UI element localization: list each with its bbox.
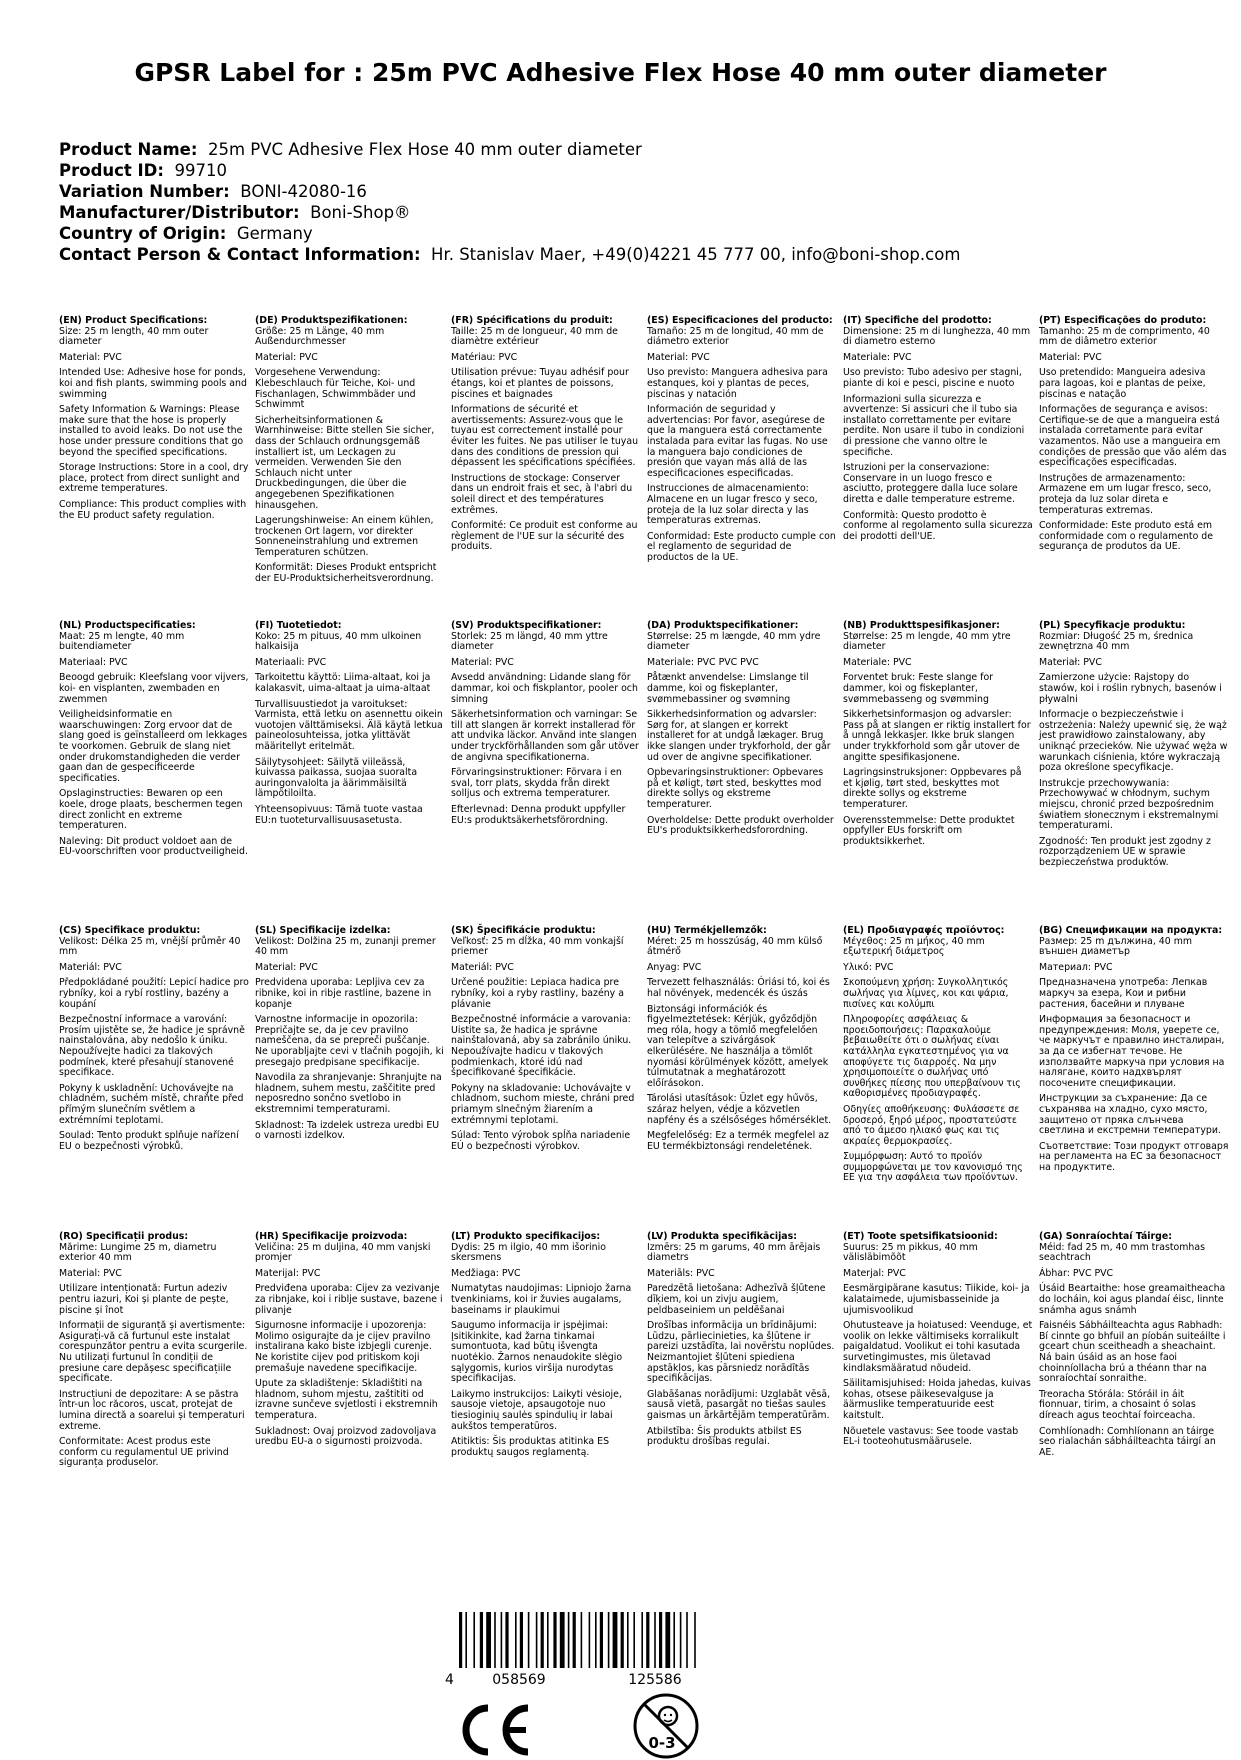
- spec-heading: (CS) Specifikace produktu:: [59, 925, 201, 936]
- spec-paragraph: Materijal: PVC: [255, 1267, 321, 1279]
- spec-heading: (EN) Product Specifications:: [59, 315, 208, 326]
- spec-paragraph: Treoracha Stórála: Stóráil in áit fionnuar, tirim, a chosaint ó solas díreach agus teochtaí foirceacha.: [1039, 1388, 1196, 1421]
- spec-paragraph: Numatytas naudojimas: Lipniojo žarna tvenkiniams, koi ir žuvies augalams, baseinams ir plaukimui: [451, 1283, 632, 1316]
- spec-paragraph: Sicherheitsinformationen & Warnhinweise: Bitte stellen Sie sicher, dass der Schlauch ordnungsgemäß installiert ist, um Leckagen zu vermeiden. Verwenden Sie den Schlauch nicht unter Druckbedingungen, die über die angegebenen Spezifikationen hinausgehen.: [255, 414, 435, 511]
- spec-paragraph: Koko: 25 m pituus, 40 mm ulkoinen halkaisija: [255, 630, 422, 653]
- spec-heading: (DA) Produktspecifikationer:: [647, 620, 799, 631]
- barcode-bar: [686, 1612, 688, 1668]
- spec-paragraph: Material: PVC: [647, 351, 710, 363]
- barcode-bar: [501, 1612, 503, 1668]
- spec-paragraph: Instrucțiuni de depozitare: A se păstra într-un loc răcoros, uscat, protejat de lumina directă a soarelui și temperaturi extreme.: [59, 1388, 245, 1432]
- spec-heading: (LT) Produkto specifikacijos:: [451, 1231, 601, 1242]
- spec-paragraph: Comhlíonadh: Comhlíonann an táirge seo rialachán sábháilteachta táirgí an AE.: [1039, 1425, 1216, 1458]
- info-value: Hr. Stanislav Maer, +49(0)4221 45 777 00, info@boni-shop.com: [431, 245, 961, 264]
- barcode-bar: [573, 1612, 576, 1668]
- spec-heading: (LV) Produkta specifikācijas:: [647, 1231, 797, 1242]
- spec-paragraph: Laikymo instrukcijos: Laikyti vėsioje, sausoje vietoje, apsaugotoje nuo tiesioginių saulės spindulių ir labai aukštos temperatūros.: [451, 1388, 622, 1432]
- spec-paragraph: Tamaño: 25 m de longitud, 40 mm de diámetro exterior: [647, 325, 824, 348]
- info-manufacturer: [59, 202, 960, 223]
- barcode-bar: [659, 1612, 662, 1668]
- spec-paragraph: Dimensione: 25 m di lunghezza, 40 mm di diametro esterno: [843, 325, 1031, 348]
- spec-block: [843, 1232, 1033, 1453]
- spec-paragraph: Navodila za shranjevanje: Shranjujte na hladnem, suhem mestu, zaščitite pred neposredno sončno svetlobo in ekstremnimi temperaturami.: [255, 1072, 442, 1115]
- spec-paragraph: Soulad: Tento produkt splňuje nařízení EU o bezpečnosti výrobků.: [59, 1130, 239, 1152]
- spec-block: [255, 316, 445, 590]
- spec-paragraph: Материал: PVC: [1039, 961, 1113, 973]
- barcode-bar: [694, 1612, 696, 1668]
- barcode-bar: [581, 1612, 583, 1668]
- spec-paragraph: Materiał: PVC: [1039, 656, 1102, 668]
- spec-paragraph: Paredzētā lietošana: Adhezīvā šļūtene dīķiem, koi un zivju augiem, peldbaseiniem un peldēšanai: [647, 1283, 826, 1316]
- spec-paragraph: Uso pretendido: Mangueira adesiva para lagoas, koi e plantas de peixe, piscinas e natação: [1039, 367, 1206, 400]
- barcode-bar: [459, 1612, 462, 1668]
- spec-block: [1039, 1232, 1229, 1463]
- spec-heading: (PT) Especificações do produto:: [1039, 315, 1207, 326]
- spec-heading: (BG) Спецификации на продукта:: [1039, 925, 1223, 936]
- spec-paragraph: Glabāšanas norādījumi: Uzglabāt vēsā, sausā vietā, pasargāt no tiešas saules gaismas un ārkārtējām temperatūrām.: [647, 1388, 831, 1421]
- spec-block: [843, 316, 1033, 547]
- spec-paragraph: Sukladnost: Ovaj proizvod zadovoljava uredbu EU-a o sigurnosti proizvoda.: [255, 1425, 437, 1448]
- spec-paragraph: Material: PVC: [59, 1267, 122, 1279]
- info-contact: [59, 244, 960, 265]
- barcode-bar: [627, 1612, 629, 1668]
- barcode-bar: [621, 1612, 624, 1668]
- spec-heading: (NB) Produkttspesifikasjoner:: [843, 620, 1000, 631]
- spec-paragraph: Overholdelse: Dette produkt overholder EU's produktsikkerhedsforordning.: [647, 814, 834, 837]
- barcode-bar: [547, 1612, 549, 1668]
- barcode-bar: [608, 1612, 610, 1668]
- spec-block: [451, 621, 641, 831]
- spec-paragraph: Skladnost: Ta izdelek ustreza uredbi EU o varnosti izdelkov.: [255, 1119, 440, 1142]
- spec-paragraph: Overensstemmelse: Dette produktet oppfyller EUs forskrift om produktsikkerhet.: [843, 814, 1015, 847]
- barcode-bar: [589, 1612, 591, 1668]
- spec-paragraph: Predviđena uporaba: Cijev za vezivanje za ribnjake, koi i riblje sustave, bazene i plivanje: [255, 1283, 443, 1316]
- spec-paragraph: Tárolási utasítások: Üzlet egy hűvös, száraz helyen, védje a közvetlen napfény és a szélsőséges hőmérséklet.: [647, 1093, 832, 1126]
- barcode-bar: [515, 1612, 517, 1668]
- spec-paragraph: Materjal: PVC: [843, 1267, 906, 1279]
- spec-paragraph: Dydis: 25 m ilgio, 40 mm išorinio skersmens: [451, 1241, 606, 1264]
- spec-paragraph: Material: PVC: [451, 656, 514, 668]
- spec-block: [451, 1232, 641, 1463]
- spec-paragraph: Forventet bruk: Feste slange for dammer, koi og fiskeplanter, svømmebasseng og svømming: [843, 672, 994, 705]
- spec-paragraph: Información de seguridad y advertencias: Por favor, asegúrese de que la manguera está correctamente instalada para evitar las fugas. No use la manguera bajo condiciones de presión que vayan más allá de las especificaciones especificadas.: [647, 404, 828, 479]
- info-country: [59, 223, 960, 244]
- spec-paragraph: Tervezett felhasználás: Óriási tó, koi és hal növények, medencék és úszás: [647, 977, 830, 999]
- spec-paragraph: Upute za skladištenje: Skladištiti na hladnom, suhom mjestu, zaštititi od izravne sunčeve svjetlosti i ekstremnih temperatura.: [255, 1378, 438, 1421]
- barcode-bar: [486, 1612, 491, 1668]
- spec-paragraph: Utilizare intenționată: Furtun adeziv pentru iazuri, Koi și plante de pește, piscine și înot: [59, 1283, 229, 1316]
- spec-block: [647, 621, 837, 842]
- spec-heading: (EL) Προδιαγραφές προϊόντος:: [843, 925, 1005, 936]
- spec-paragraph: Veličina: 25 m duljina, 40 mm vanjski promjer: [255, 1241, 431, 1264]
- spec-paragraph: Beoogd gebruik: Kleefslang voor vijvers, koi- en visplanten, zwembaden en zwemmen: [59, 672, 249, 705]
- spec-block: [255, 926, 445, 1147]
- spec-block: [647, 316, 837, 568]
- spec-paragraph: Tamanho: 25 m de comprimento, 40 mm de diâmetro exterior: [1039, 325, 1210, 348]
- spec-paragraph: Material: PVC: [255, 351, 318, 363]
- spec-paragraph: Velikost: Délka 25 m, vnější průměr 40 mm: [59, 935, 241, 958]
- product-info: [59, 139, 960, 265]
- spec-paragraph: Materiaali: PVC: [255, 656, 327, 668]
- spec-paragraph: Предназначена употреба: Лепкав маркуч за езера, Кои и рибни растения, басейни и плуване: [1039, 977, 1208, 1010]
- spec-paragraph: Informacje o bezpieczeństwie i ostrzeżenia: Należy upewnić się, że wąż jest prawidłowo zainstalowany, aby uniknąć przecieków. Nie używać węża w warunkach ciśnienia, które wykraczają poza określone specyfikacje.: [1039, 709, 1228, 774]
- barcode-bar: [465, 1612, 467, 1668]
- spec-paragraph: Lagringsinstruksjoner: Oppbevares på et kjølig, tørt sted, beskyttes mot direkte sollys og ekstreme temperaturer.: [843, 767, 1022, 810]
- spec-paragraph: Информация за безопасност и предупреждения: Моля, уверете се, че маркучът е правилно инсталиран, за да се избегнат течове. Не използвайте маркуча при условия на налягане, които надхвърлят посочените спецификации.: [1039, 1014, 1225, 1089]
- info-label: Variation Number:: [59, 182, 230, 201]
- spec-paragraph: Pokyny k uskladnění: Uchovávejte na chladném, suchém místě, chraňte před přímým slunečním světlem a extrémními teplotami.: [59, 1082, 244, 1126]
- spec-block: [59, 621, 249, 863]
- barcode-bar: [613, 1612, 618, 1668]
- spec-paragraph: Safety Information & Warnings: Please make sure that the hose is properly installed to avoid leaks. Do not use the hose under pressure conditions that go beyond the specified specifications.: [59, 404, 244, 458]
- spec-paragraph: Materiale: PVC PVC PVC: [647, 656, 759, 668]
- spec-paragraph: Opslaginstructies: Bewaren op een koele, droge plaats, beschermen tegen direct zonlicht en extreme temperaturen.: [59, 788, 243, 832]
- spec-paragraph: Conformidade: Este produto está em conformidade com o regulamento de segurança de produtos da UE.: [1039, 520, 1214, 553]
- age-warning-label: 0-3: [648, 1734, 676, 1752]
- barcode-bar: [568, 1612, 570, 1668]
- spec-paragraph: Storlek: 25 m längd, 40 mm yttre diameter: [451, 630, 608, 653]
- spec-paragraph: Informazioni sulla sicurezza e avvertenze: Si assicuri che il tubo sia installato correttamente per evitare perdite. Non usare il tubo in condizioni di pressione che vanno oltre le specifiche.: [843, 393, 1025, 458]
- barcode-bar: [536, 1612, 538, 1668]
- spec-paragraph: Mărime: Lungime 25 m, diametru exterior 40 mm: [59, 1241, 217, 1264]
- spec-paragraph: Taille: 25 m de longueur, 40 mm de diamètre extérieur: [451, 325, 618, 348]
- spec-heading: (DE) Produktspezifikationen:: [255, 315, 408, 326]
- spec-block: [1039, 926, 1229, 1178]
- spec-paragraph: Saugumo informacija ir įspėjimai: Įsitikinkite, kad žarna tinkamai sumontuota, kad būtų išvengta nuotėkio. Žarnos nenaudokite slėgio sąlygomis, kurios viršija nurodytas specifikacijas.: [451, 1320, 623, 1385]
- spec-paragraph: Material: PVC: [255, 961, 318, 973]
- spec-paragraph: Conformidad: Este producto cumple con el reglamento de seguridad de productos de la UE.: [647, 530, 836, 563]
- info-value: Germany: [236, 224, 313, 243]
- barcode-bar: [680, 1612, 682, 1668]
- spec-paragraph: Turvallisuustiedot ja varoitukset: Varmista, että letku on asennettu oikein vuotojen välttämiseksi. Älä käytä letkua paineolosuhteissa, jotka ylittävät määritellyt eritelmät.: [255, 698, 443, 752]
- spec-block: [1039, 316, 1229, 558]
- spec-block: [59, 316, 249, 526]
- spec-paragraph: Instrukcje przechowywania: Przechowywać w chłodnym, suchym miejscu, chronić przed bezpośrednim światłem słonecznym i ekstremalnymi temperaturami.: [1039, 777, 1219, 832]
- spec-block: [647, 926, 837, 1157]
- info-label: Product Name:: [59, 140, 198, 159]
- spec-paragraph: Megfelelőség: Ez a termék megfelel az EU termékbiztonsági rendeletének.: [647, 1130, 829, 1152]
- spec-paragraph: Materiale: PVC: [843, 656, 912, 668]
- barcode-bar: [494, 1612, 496, 1668]
- barcode-bar: [480, 1612, 483, 1668]
- spec-paragraph: Varnostne informacije in opozorila: Prepričajte se, da je cev pravilno nameščena, da se prepreči puščanje. Ne uporabljajte cevi v tlačnih pogojih, ki presegajo predpisane specifikacije.: [255, 1014, 444, 1068]
- spec-paragraph: Säilitamisjuhised: Hoida jahedas, kuivas kohas, otsese päikesevalguse ja äärmuslike temperatuuride eest kaitstult.: [843, 1378, 1031, 1421]
- spec-paragraph: Påtænkt anvendelse: Limslange til damme, koi og fiskeplanter, svømmebassiner og svømning: [647, 672, 809, 705]
- spec-paragraph: Zamierzone użycie: Rajstopy do stawów, koi i roślin rybnych, basenów i pływalni: [1039, 672, 1222, 705]
- spec-paragraph: Vorgesehene Verwendung: Klebeschlauch für Teiche, Koi- und Fischanlagen, Schwimmbäder und Schwimmt: [255, 367, 416, 411]
- spec-paragraph: Bezpečnostní informace a varování: Prosím ujistěte se, že hadice je správně nainstalována, aby nedošlo k úniku. Nepoužívejte hadici za tlakových podmínek, které přesahují stanovené specifikace.: [59, 1014, 245, 1079]
- spec-heading: (RO) Specificații produs:: [59, 1231, 189, 1242]
- spec-paragraph: Инструкции за съхранение: Да се съхранява на хладно, сухо място, защитено от пряка слънчева светлина и екстремни температури.: [1039, 1093, 1221, 1137]
- barcode-bar: [600, 1612, 603, 1668]
- spec-paragraph: Avsedd användning: Lidande slang för dammar, koi och fiskplantor, pooler och simning: [451, 672, 638, 705]
- spec-paragraph: Předpokládané použití: Lepicí hadice pro rybníky, koi a rybí rostliny, bazény a koupání: [59, 977, 249, 1010]
- spec-block: [843, 621, 1033, 852]
- spec-paragraph: Uso previsto: Manguera adhesiva para estanques, koi y plantas de peces, piscinas y natación: [647, 367, 828, 400]
- spec-paragraph: Méret: 25 m hosszúság, 40 mm külső átmérő: [647, 935, 823, 958]
- spec-heading: (HR) Specifikacije proizvoda:: [255, 1231, 408, 1242]
- spec-heading: (SK) Špecifikácie produktu:: [451, 925, 596, 936]
- spec-block: [59, 1232, 249, 1474]
- spec-paragraph: Nõuetele vastavus: See toode vastab EL-i tooteohutusmäärusele.: [843, 1425, 1019, 1448]
- barcode-bar: [553, 1612, 556, 1668]
- spec-paragraph: Størrelse: 25 m lengde, 40 mm ytre diameter: [843, 630, 1011, 653]
- spec-paragraph: Predvidena uporaba: Lepljiva cev za ribnike, koi in ribje rastline, bazene in kopanje: [255, 977, 432, 1010]
- spec-paragraph: Größe: 25 m Länge, 40 mm Außendurchmesser: [255, 325, 385, 348]
- spec-heading: (IT) Specifiche del prodotto:: [843, 315, 992, 326]
- barcode-bar: [646, 1612, 649, 1668]
- spec-paragraph: Størrelse: 25 m længde, 40 mm ydre diameter: [647, 630, 821, 653]
- spec-paragraph: Conformitate: Acest produs este conform cu regulamentul UE privind siguranța produselor.: [59, 1436, 229, 1469]
- age-warning-icon: [632, 1692, 700, 1760]
- spec-paragraph: Συμμόρφωση: Αυτό το προϊόν συμμορφώνεται με τον κανονισμό της ΕΕ για την ασφάλεια των προϊόντων.: [843, 1151, 1023, 1184]
- spec-paragraph: Σκοπούμενη χρήση: Συγκολλητικός σωλήνας για λίμνες, κοι και ψάρια, πισίνες και κολύμπι: [843, 977, 1009, 1010]
- spec-block: [843, 926, 1033, 1189]
- spec-paragraph: Materiaal: PVC: [59, 656, 128, 668]
- spec-paragraph: Conformité: Ce produit est conforme au règlement de l'UE sur la sécurité des produits.: [451, 520, 638, 553]
- spec-paragraph: Material: PVC: [59, 351, 122, 363]
- spec-paragraph: Storage Instructions: Store in a cool, dry place, protect from direct sunlight and extreme temperatures.: [59, 462, 249, 495]
- spec-paragraph: Materiál: PVC: [59, 961, 122, 973]
- spec-paragraph: Materiale: PVC: [843, 351, 912, 363]
- info-product-name: [59, 139, 960, 160]
- spec-paragraph: Méid: fad 25 m, 40 mm trastomhas seachtrach: [1039, 1241, 1205, 1264]
- info-variation-number: [59, 181, 960, 202]
- spec-paragraph: Matériau: PVC: [451, 351, 518, 363]
- barcode-bar: [673, 1612, 675, 1668]
- spec-paragraph: Anyag: PVC: [647, 961, 702, 973]
- spec-paragraph: Размер: 25 m дължина, 40 mm външен диаметър: [1039, 935, 1192, 958]
- spec-paragraph: Informații de siguranță și avertismente: Asigurați-vă că furtunul este instalat corespunzător pentru a evita scurgerile. Nu utilizați furtunul în condiții de presiune care depășesc specificațiile specificate.: [59, 1320, 248, 1385]
- spec-paragraph: Atitiktis: Šis produktas atitinka ES produktų saugos reglamentą.: [451, 1436, 610, 1458]
- barcode-bars: [459, 1612, 696, 1668]
- info-value: BONI-42080-16: [240, 182, 367, 201]
- spec-paragraph: Πληροφορίες ασφάλειας & προειδοποιήσεις: Παρακαλούμε βεβαιωθείτε ότι ο σωλήνας είναι κατάλληλα εγκατεστημένος για να αποφύγετε τις διαρροές. Να μην χρησιμοποιείτε ο σωλήνας υπό συνθήκες πίεσης που υπερβαίνουν τις καθορισμένες προδιαγραφές.: [843, 1014, 1021, 1100]
- barcode: [437, 1610, 737, 1690]
- spec-paragraph: Istruzioni per la conservazione: Conservare in un luogo fresco e asciutto, proteggere dalla luce solare diretta e dalle temperature estreme.: [843, 462, 1018, 505]
- barcode-bar: [595, 1612, 597, 1668]
- page-title: GPSR Label for : 25m PVC Adhesive Flex Hose 40 mm outer diameter: [134, 58, 1107, 87]
- spec-paragraph: Rozmiar: Długość 25 m, średnica zewnętrzna 40 mm: [1039, 630, 1194, 653]
- spec-paragraph: Pokyny na skladovanie: Uchovávajte v chladnom, suchom mieste, chráni pred priamym slnečným žiarením a extrémnymi teplotami.: [451, 1082, 635, 1126]
- spec-paragraph: Veiligheidsinformatie en waarschuwingen: Zorg ervoor dat de slang goed is geïnstalleerd om lekkages te voorkomen. Gebruik de slang niet onder drukomstandigheden die verder gaan dan de gespecificeerde specificaties.: [59, 709, 248, 784]
- info-value: 99710: [174, 161, 227, 180]
- barcode-bar: [541, 1612, 544, 1668]
- spec-paragraph: Opbevaringsinstruktioner: Opbevares på et køligt, tørt sted, beskyttes mod direkte sollys og ekstreme temperaturer.: [647, 767, 824, 810]
- spec-paragraph: Intended Use: Adhesive hose for ponds, koi and fish plants, swimming pools and swimming: [59, 367, 247, 400]
- barcode-bar: [473, 1612, 475, 1668]
- spec-paragraph: Naleving: Dit product voldoet aan de EU-voorschriften voor productveiligheid.: [59, 835, 248, 858]
- spec-paragraph: Material: PVC: [1039, 351, 1102, 363]
- ce-mark: [454, 1702, 534, 1758]
- spec-paragraph: Eesmärgipärane kasutus: Tiikide, koi- ja kalataimede, ujumisbasseinide ja ujumisvoolikud: [843, 1283, 1030, 1316]
- info-label: Contact Person & Contact Information:: [59, 245, 421, 264]
- info-value: Boni-Shop®: [310, 203, 411, 222]
- barcode-bar: [505, 1612, 508, 1668]
- spec-paragraph: Μέγεθος: 25 m μήκος, 40 mm εξωτερική διάμετρος: [843, 935, 985, 958]
- spec-paragraph: Faisnéis Sábháilteachta agus Rabhadh: Bí cinnte go bhfuil an píobán suiteáilte i gceart chun sceitheadh a sheachaint. Ná bain úsáid as an hose faoi choinníollacha brú a théann thar na sonraíochtaí sonraithe.: [1039, 1320, 1226, 1385]
- spec-paragraph: Zgodność: Ten produkt jest zgodny z rozporządzeniem UE w sprawie bezpieczeństwa produktów.: [1039, 835, 1211, 868]
- info-label: Product ID:: [59, 161, 164, 180]
- spec-heading: (GA) Sonraíochtaí Táirge:: [1039, 1231, 1172, 1242]
- spec-paragraph: Uso previsto: Tubo adesivo per stagni, piante di koi e pesci, piscine e nuoto: [843, 367, 1022, 389]
- spec-paragraph: Drošības informācija un brīdinājumi: Lūdzu, pārliecinieties, ka šļūtene ir pareizi uzstādīta, lai novērstu noplūdes. Neizmantojiet šļūteni spiediena apstākļos, kas pārsniedz norādītās specifikācijas.: [647, 1320, 835, 1385]
- spec-paragraph: Tarkoitettu käyttö: Liima-altaat, koi ja kalakasvit, uima-altaat ja uima-altaat: [255, 672, 431, 694]
- spec-heading: (SL) Specifikacije izdelka:: [255, 925, 391, 936]
- spec-paragraph: Atbilstība: Šis produkts atbilst ES produktu drošības regulai.: [647, 1425, 802, 1448]
- spec-paragraph: Υλικό: PVC: [843, 961, 894, 973]
- info-product-id: [59, 160, 960, 181]
- spec-block: [59, 926, 249, 1157]
- spec-heading: (ET) Toote spetsifikatsioonid:: [843, 1231, 998, 1242]
- spec-paragraph: Súlad: Tento výrobok spĺňa nariadenie EÚ o bezpečnosti výrobkov.: [451, 1130, 631, 1152]
- barcode-digits-right: 125586: [628, 1672, 682, 1688]
- spec-block: [451, 316, 641, 558]
- spec-paragraph: Οδηγίες αποθήκευσης: Φυλάσσετε σε δροσερό, ξηρό μέρος, προστατεύστε από το άμεσο ηλιακό φως και τις ακραίες θερμοκρασίες.: [843, 1103, 1020, 1147]
- spec-block: [647, 1232, 837, 1453]
- barcode-bar: [520, 1612, 523, 1668]
- spec-paragraph: Bezpečnostné informácie a varovania: Uistite sa, že hadica je správne nainštalovaná, aby sa zabránilo úniku. Nepoužívajte hadicu v tlakových podmienkach, ktoré idú nad špecifikované špecifikácie.: [451, 1014, 632, 1079]
- info-label: Country of Origin:: [59, 224, 227, 243]
- spec-heading: (SV) Produktspecifikationer:: [451, 620, 602, 631]
- spec-paragraph: Size: 25 m length, 40 mm outer diameter: [59, 325, 209, 348]
- spec-paragraph: Materiál: PVC: [451, 961, 514, 973]
- barcode-bar: [560, 1612, 565, 1668]
- spec-paragraph: Yhteensopivuus: Tämä tuote vastaa EU:n tuoteturvallisuusasetusta.: [255, 803, 423, 826]
- barcode-bar: [528, 1612, 530, 1668]
- spec-paragraph: Instruções de armazenamento: Armazene em um lugar fresco, seco, proteja da luz solar direta e temperaturas extremas.: [1039, 472, 1212, 516]
- spec-paragraph: Instrucciones de almacenamiento: Almacene en un lugar fresco y seco, proteja de la luz solar directa y las temperaturas extremas.: [647, 483, 818, 527]
- spec-heading: (FR) Spécifications du produit:: [451, 315, 613, 326]
- barcode-digits-left: 058569: [492, 1672, 546, 1688]
- spec-paragraph: Lagerungshinweise: An einem kühlen, trockenen Ort lagern, vor direkter Sonneneinstrahlung und extremen Temperaturen schützen.: [255, 515, 434, 558]
- info-value: 25m PVC Adhesive Flex Hose 40 mm outer diameter: [207, 140, 642, 159]
- spec-paragraph: Förvaringsinstruktioner: Förvara i en sval, torr plats, skydda från direkt solljus och extrema temperaturer.: [451, 767, 622, 800]
- spec-paragraph: Materiāls: PVC: [647, 1267, 715, 1279]
- spec-paragraph: Medžiaga: PVC: [451, 1267, 521, 1279]
- barcode-bar: [654, 1612, 656, 1668]
- spec-paragraph: Sigurnosne informacije i upozorenja: Molimo osigurajte da je cijev pravilno instalirana kako biste izbjegli curenje. Ne koristite cijev pod pritiskom koji premašuje navedene specifikacije.: [255, 1320, 432, 1374]
- spec-block: [255, 1232, 445, 1453]
- spec-paragraph: Säkerhetsinformation och varningar: Se till att slangen är korrekt installerad för att undvika läckor. Använd inte slangen under tryckförhållanden som går utöver de angivna specifikationerna.: [451, 709, 639, 763]
- spec-paragraph: Velikost: Dolžina 25 m, zunanji premer 40 mm: [255, 935, 436, 958]
- spec-heading: (NL) Productspecificaties:: [59, 620, 196, 631]
- info-label: Manufacturer/Distributor:: [59, 203, 300, 222]
- spec-block: [451, 926, 641, 1157]
- spec-paragraph: Instructions de stockage: Conserver dans un endroit frais et sec, à l'abri du soleil direct et des températures extrêmes.: [451, 472, 633, 516]
- barcode-bar: [641, 1612, 643, 1668]
- spec-paragraph: Ohutusteave ja hoiatused: Veenduge, et voolik on lekke vältimiseks korralikult paigaldatud. Voolikut ei tohi kasutada survetingimustes, mis ületavad kindlaksmääratud nõudeid.: [843, 1320, 1033, 1374]
- spec-paragraph: Maat: 25 m lengte, 40 mm buitendiameter: [59, 630, 185, 653]
- spec-paragraph: Sikkerhetsinformasjon og advarsler: Pass på at slangen er riktig installert for å unngå lekkasjer. Ikke bruk slangen under trykkforhold som går utover de angitte spesifikasjonene.: [843, 709, 1031, 763]
- spec-paragraph: Suurus: 25 m pikkus, 40 mm välisläbimõõt: [843, 1241, 978, 1264]
- spec-paragraph: Säilytysohjeet: Säilytä viileässä, kuivassa paikassa, suojaa suoralta auringonvalolta ja äärimmäisiltä lämpötiloilta.: [255, 756, 418, 800]
- spec-paragraph: Konformität: Dieses Produkt entspricht der EU-Produktsicherheitsverordnung.: [255, 562, 437, 585]
- barcode-bar: [633, 1612, 635, 1668]
- spec-paragraph: Izmērs: 25 m garums, 40 mm ārējais diametrs: [647, 1241, 821, 1264]
- spec-paragraph: Efterlevnad: Denna produkt uppfyller EU:s produktsäkerhetsförordning.: [451, 803, 626, 826]
- spec-paragraph: Informações de segurança e avisos: Certifique-se de que a mangueira está instalada corretamente para evitar vazamentos. Não use a mangueira em condições de pressão que vão além das especificações especificadas.: [1039, 404, 1227, 469]
- spec-paragraph: Určené použitie: Lepiaca hadica pre rybníky, koi a ryby rastliny, bazény a plávanie: [451, 977, 624, 1010]
- spec-paragraph: Informations de sécurité et avertissements: Assurez-vous que le tuyau est correctement installé pour éviter les fuites. Ne pas utiliser le tuyau dans des conditions de pression qui dépassent les spécifications spécifiées.: [451, 404, 639, 469]
- spec-block: [1039, 621, 1229, 873]
- spec-heading: (ES) Especificaciones del producto:: [647, 315, 833, 326]
- spec-heading: (HU) Termékjellemzők:: [647, 925, 767, 936]
- spec-block: [255, 621, 445, 831]
- spec-paragraph: Biztonsági információk és figyelmeztetések: Kérjük, győződjön meg róla, hogy a tömlő megfelelően van telepítve a szivárgások elkerülésére. Ne használja a tömlőt nyomási körülmények között, amelyek túlmutatnak a meghatározott előírásokon.: [647, 1003, 829, 1089]
- barcode-digit-1: 4: [445, 1672, 454, 1688]
- spec-paragraph: Conformità: Questo prodotto è conforme al regolamento sulla sicurezza dei prodotti dell'UE.: [843, 509, 1033, 542]
- spec-paragraph: Úsáid Beartaithe: hose greamaitheacha do locháin, koi agus plandaí éisc, linnte snámha agus snámh: [1039, 1283, 1226, 1316]
- spec-paragraph: Sikkerhedsinformation og advarsler: Sørg for, at slangen er korrekt installeret for at undgå lækager. Brug ikke slangen under trykforhold, der går ud over de angivne specifikationer.: [647, 709, 831, 763]
- spec-heading: (PL) Specyfikacje produktu:: [1039, 620, 1186, 631]
- barcode-bar: [665, 1612, 670, 1668]
- spec-paragraph: Utilisation prévue: Tuyau adhésif pour étangs, koi et plantes de poissons, piscines et baignades: [451, 367, 629, 400]
- spec-paragraph: Ábhar: PVC PVC: [1039, 1267, 1114, 1279]
- spec-heading: (FI) Tuotetiedot:: [255, 620, 342, 631]
- spec-paragraph: Съответствие: Този продукт отговаря на регламента на ЕС за безопасност на продуктите.: [1039, 1140, 1229, 1173]
- spec-paragraph: Veľkosť: 25 m dĺžka, 40 mm vonkajší priemer: [451, 935, 624, 958]
- spec-paragraph: Compliance: This product complies with the EU product safety regulation.: [59, 498, 247, 521]
